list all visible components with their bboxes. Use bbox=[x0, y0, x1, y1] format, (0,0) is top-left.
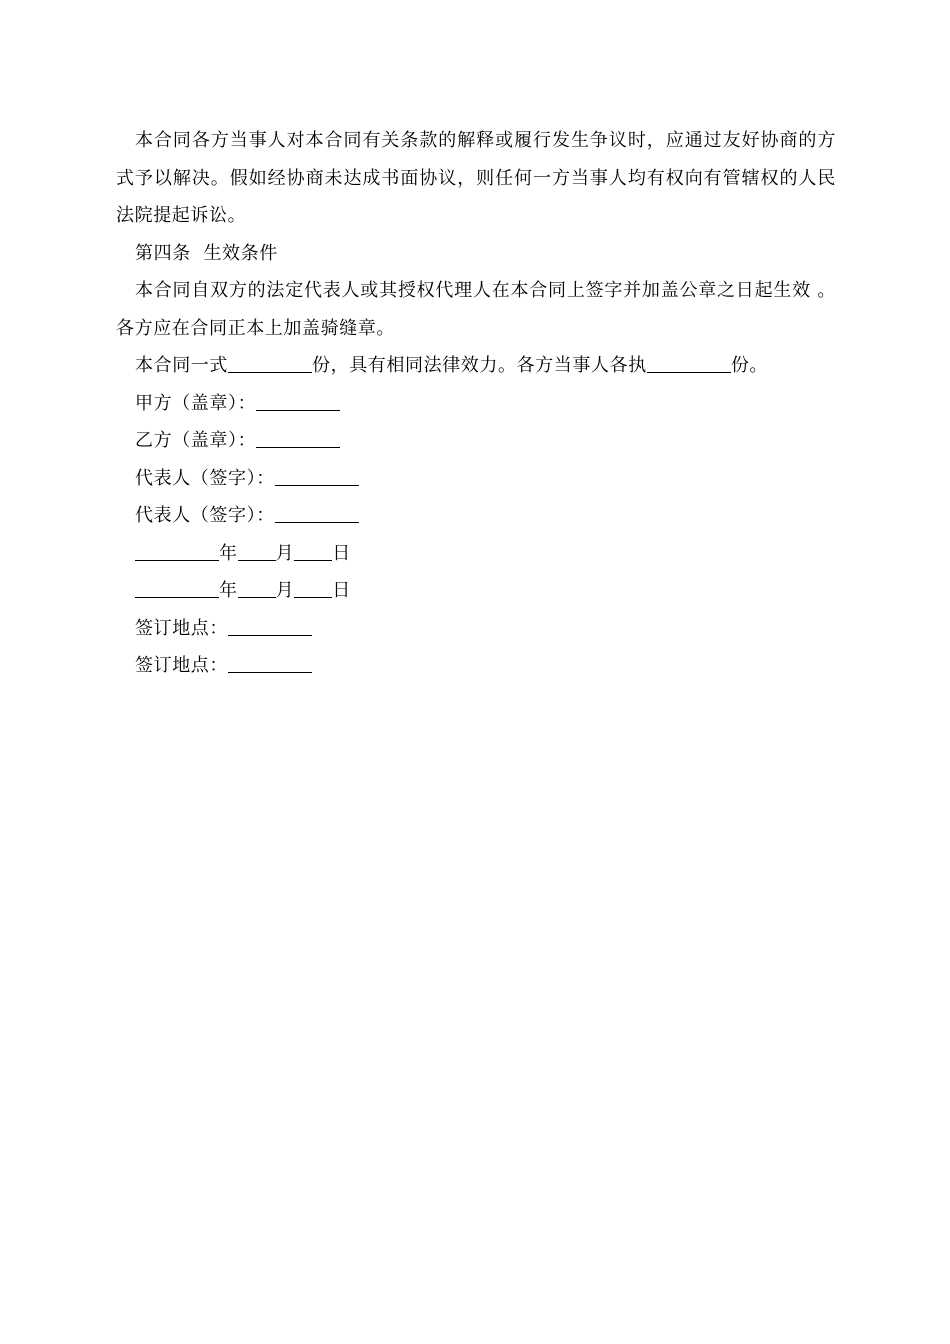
dispute-resolution-paragraph: 本合同各方当事人对本合同有关条款的解释或履行发生争议时，应通过友好协商的方式予以解决。假如经协商未达成书面协议，则任何一方当事人均有权向有管辖权的人民法院提起诉讼。 bbox=[116, 130, 836, 226]
effective-conditions-paragraph: 本合同自双方的法定代表人或其授权代理人在本合同上签字并加盖公章之日起生效 。各方应在合同正本上加盖骑缝章。 bbox=[116, 280, 836, 339]
date-a-month-label: 月 bbox=[275, 542, 295, 564]
party-a-seal-label: 甲方（盖章）： bbox=[135, 392, 257, 414]
party-a-seal-blank[interactable] bbox=[256, 388, 340, 411]
party-a-seal-line bbox=[116, 385, 836, 423]
date-b-day-label: 日 bbox=[332, 580, 351, 601]
rep-b-sign-line bbox=[116, 497, 836, 535]
signing-place-b-line bbox=[116, 647, 836, 685]
date-line-b bbox=[116, 572, 836, 610]
date-a-day-label: 日 bbox=[332, 542, 351, 564]
signing-place-a-blank[interactable] bbox=[228, 613, 312, 636]
rep-a-sign-blank[interactable] bbox=[275, 463, 359, 486]
date-b-year-label: 年 bbox=[219, 580, 238, 601]
copies-count-blank[interactable] bbox=[228, 350, 312, 373]
party-b-seal-blank[interactable] bbox=[256, 425, 340, 448]
date-line-a bbox=[116, 535, 836, 573]
date-a-day-blank[interactable] bbox=[294, 538, 332, 561]
rep-b-sign-label: 代表人（签字）： bbox=[135, 505, 275, 526]
date-b-year-blank[interactable] bbox=[135, 575, 219, 598]
signing-place-a-label: 签订地点： bbox=[135, 617, 228, 639]
copies-prefix: 本合同一式 bbox=[135, 355, 228, 376]
signing-place-b-blank[interactable] bbox=[228, 650, 312, 673]
copies-middle: 份，具有相同法律效力。各方当事人各执 bbox=[312, 355, 647, 376]
copies-each-blank[interactable] bbox=[647, 350, 731, 373]
copies-suffix: 份。 bbox=[730, 355, 769, 376]
rep-a-sign-line bbox=[116, 460, 836, 498]
date-a-year-label: 年 bbox=[219, 542, 238, 564]
party-b-seal-label: 乙方（盖章）： bbox=[135, 430, 257, 451]
date-b-day-blank[interactable] bbox=[294, 575, 332, 598]
date-b-month-label: 月 bbox=[275, 580, 295, 601]
contract-body bbox=[116, 122, 836, 685]
party-b-seal-line bbox=[116, 422, 836, 460]
date-a-year-blank[interactable] bbox=[135, 538, 219, 561]
date-b-month-blank[interactable] bbox=[238, 575, 276, 598]
signing-place-a-line bbox=[116, 610, 836, 648]
date-a-month-blank[interactable] bbox=[238, 538, 276, 561]
rep-a-sign-label: 代表人（签字）： bbox=[135, 467, 275, 489]
article-4-heading: 第四条 生效条件 bbox=[135, 242, 278, 264]
copies-clause bbox=[116, 347, 836, 385]
rep-b-sign-blank[interactable] bbox=[275, 500, 359, 523]
signing-place-b-label: 签订地点： bbox=[135, 655, 228, 676]
